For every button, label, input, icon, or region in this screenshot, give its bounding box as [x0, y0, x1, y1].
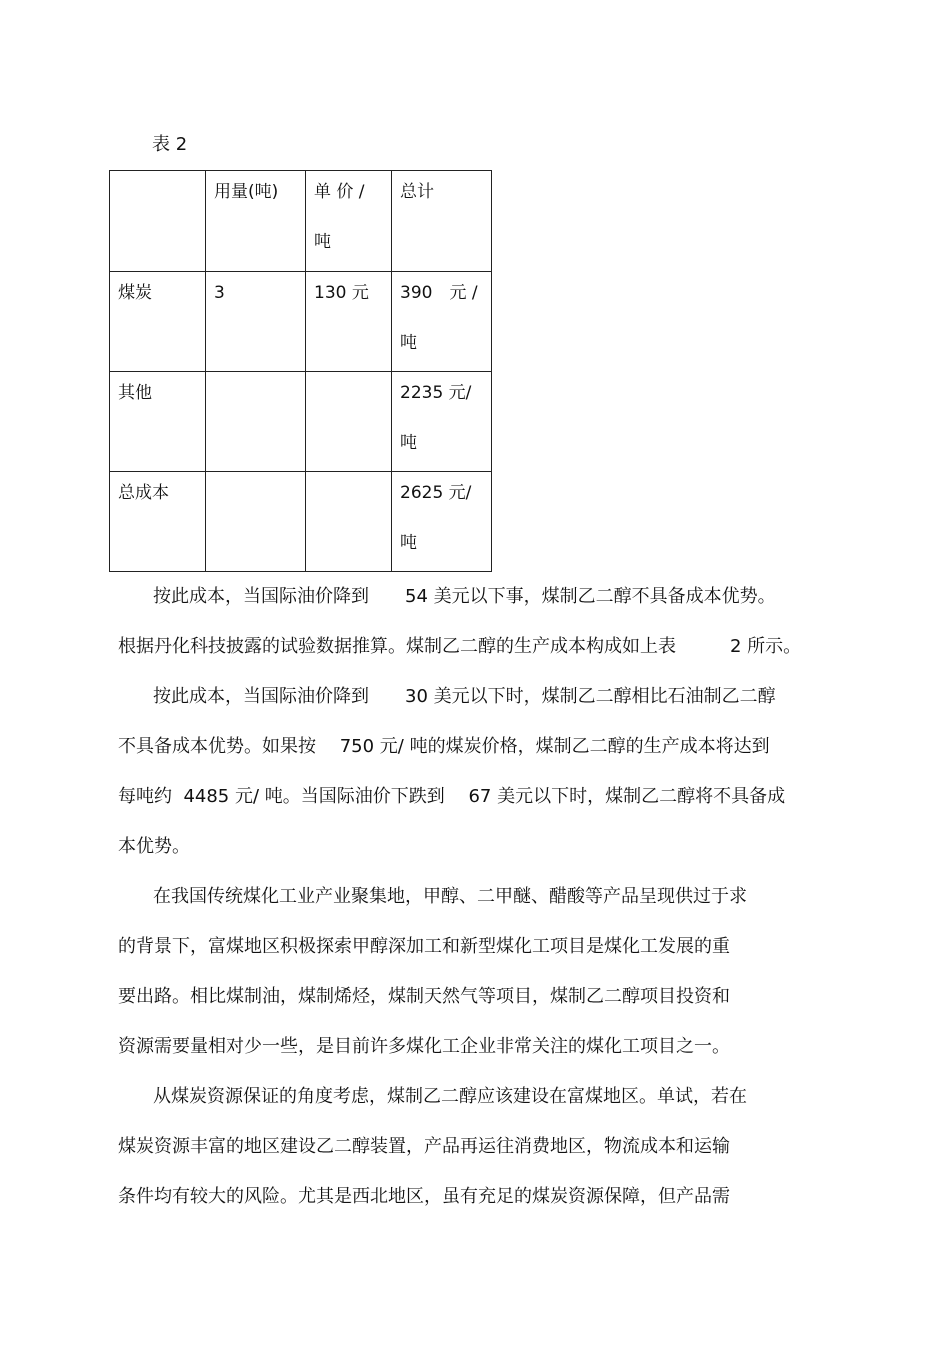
paragraph-2: [118, 672, 838, 872]
table-row: [110, 372, 492, 472]
header-cell-quantity: 用量(吨): [206, 171, 306, 272]
row-price-cell: [306, 372, 392, 472]
header-cell-total: 总计: [392, 171, 492, 272]
row-item-cell: 其他: [110, 372, 206, 472]
table-header-row: [110, 171, 492, 272]
cost-table: [109, 170, 492, 572]
paragraph-line: 资源需要量相对少一些，是目前许多煤化工企业非常关注的煤化工项目之一。: [118, 1036, 730, 1057]
row-qty-cell: 3: [206, 272, 306, 372]
paragraph-line: 条件均有较大的风险。尤其是西北地区，虽有充足的煤炭资源保障，但产品需: [118, 1186, 730, 1207]
paragraph-line: 本优势。: [118, 836, 190, 857]
row-qty-cell: [206, 472, 306, 572]
paragraph-line: 不具备成本优势。如果按 750 元/ 吨的煤炭价格，煤制乙二醇的生产成本将达到: [118, 736, 770, 757]
row-qty-cell: [206, 372, 306, 472]
paragraph-line: 在我国传统煤化工业产业聚集地，甲醇、二甲醚、醋酸等产品呈现供过于求: [153, 886, 747, 907]
table-caption: 表 2: [152, 134, 188, 155]
paragraph-line: 从煤炭资源保证的角度考虑，煤制乙二醇应该建设在富煤地区。单试，若在: [153, 1086, 747, 1107]
paragraph-line: 按此成本，当国际油价降到 54 美元以下事，煤制乙二醇不具备成本优势。: [153, 586, 776, 607]
paragraph-1: [118, 572, 838, 672]
row-total-cell: 2625 元/ 吨: [392, 472, 492, 572]
paragraph-line: 每吨约 4485 元/ 吨。当国际油价下跌到 67 美元以下时，煤制乙二醇将不具备成: [118, 786, 786, 807]
paragraph-line: 按此成本，当国际油价降到 30 美元以下时，煤制乙二醇相比石油制乙二醇: [153, 686, 776, 707]
table-row: [110, 272, 492, 372]
row-price-cell: 130 元: [306, 272, 392, 372]
row-total-cell: 390 元 / 吨: [392, 272, 492, 372]
row-item-cell: 总成本: [110, 472, 206, 572]
paragraph-line: 煤炭资源丰富的地区建设乙二醇装置，产品再运往消费地区，物流成本和运输: [118, 1136, 730, 1157]
header-cell-unit-price: 单 价 / 吨: [306, 171, 392, 272]
row-price-cell: [306, 472, 392, 572]
paragraph-line: 要出路。相比煤制油，煤制烯烃，煤制天然气等项目，煤制乙二醇项目投资和: [118, 986, 730, 1007]
paragraph-line: 根据丹化科技披露的试验数据推算。煤制乙二醇的生产成本构成如上表 2 所示。: [118, 636, 802, 657]
row-item-cell: 煤炭: [110, 272, 206, 372]
paragraph-line: 的背景下，富煤地区积极探索甲醇深加工和新型煤化工项目是煤化工发展的重: [118, 936, 730, 957]
row-total-cell: 2235 元/ 吨: [392, 372, 492, 472]
table-row: [110, 472, 492, 572]
paragraph-4: [118, 1072, 838, 1222]
header-cell-empty: [110, 171, 206, 272]
paragraph-3: [118, 872, 838, 1072]
